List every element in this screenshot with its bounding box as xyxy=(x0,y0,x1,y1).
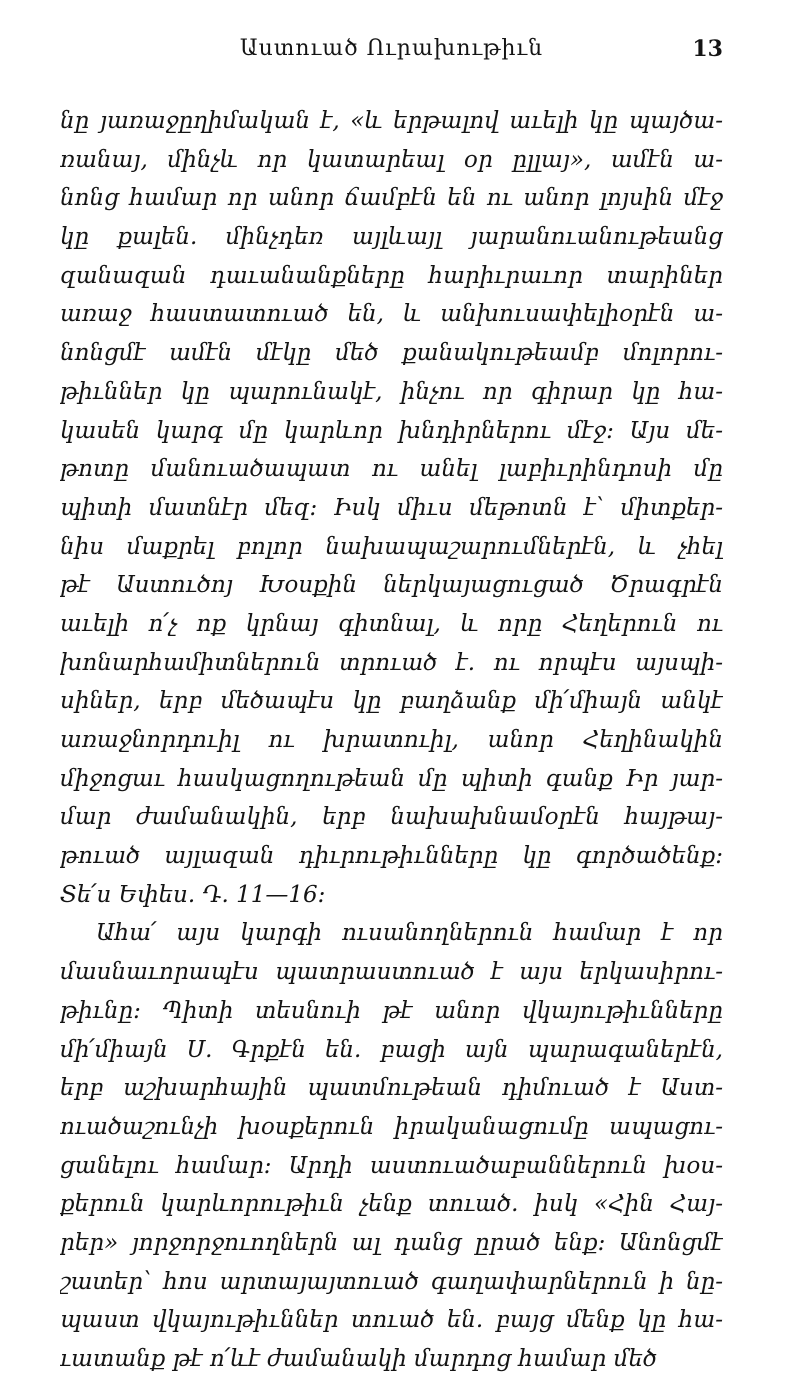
text-line: աւելի ո՛չ ոք կրնայ գիտնալ, և որը Հեղերուն ու xyxy=(60,610,723,637)
text-line: թէ Աստուծոյ Խօսքին ներկայացուցած Ծրագրէն xyxy=(60,572,723,599)
text-line: առաջ հաստատուած են, և անխուսափելիօրէն ա- xyxy=(60,301,723,328)
text-line: զանազան դաւանանքները հարիւրաւոր տարիներ xyxy=(60,262,723,289)
text-line: Տե՛ս Եփես. Դ. 11—16: xyxy=(60,881,326,908)
running-head xyxy=(60,36,723,70)
text-line: պիտի մատնէր մեզ: Իսկ միւս մեթոտն է՝ միտքեր- xyxy=(60,494,723,521)
text-line: քերուն կարևորութիւն չենք տուած. իսկ «Հին Հայ- xyxy=(60,1191,723,1218)
text-line: թիւնը: Պիտի տեսնուի թէ անոր վկայութիւնները xyxy=(60,997,723,1024)
text-line: նիս մաքրել բոլոր նախապաշարումներէն, և չհել xyxy=(60,533,723,560)
paragraph xyxy=(60,102,723,914)
page-number: 13 xyxy=(692,36,723,62)
text-line: շատեր՝ հոս արտայայտուած գաղափարներուն ի նը- xyxy=(60,1268,723,1295)
text-line: խոնարհամիտներուն տրուած է. ու որպէս այսպի- xyxy=(60,649,723,676)
text-line: Ահա՛ այս կարգի ուսանողներուն համար է որ xyxy=(96,920,723,947)
text-line: ւատանք թէ ո՛ևէ ժամանակի մարդոց համար մեծ xyxy=(60,1346,658,1372)
text-line: պաստ վկայութիւններ տուած են. բայց մենք կը հա- xyxy=(60,1307,723,1334)
text-line: ռանայ, մինչև որ կատարեալ օր ըլլայ», ամէն ա- xyxy=(60,146,723,173)
text-line: թոտը մանուածապատ ու անել լաբիւրինդոսի մը xyxy=(60,456,723,483)
text-line: նոնց համար որ անոր ճամբէն են ու անոր լոյսին մէջ xyxy=(60,185,723,212)
text-line: միջոցաւ հասկացողութեան մը պիտի գանք Իր յար- xyxy=(60,765,723,792)
text-line: նոնցմէ ամէն մէկը մեծ քանակութեամբ մոլորու- xyxy=(60,340,723,367)
text-line: թուած այլազան դիւրութիւնները կը գործածենք: xyxy=(60,843,723,870)
text-line: երբ աշխարհային պատմութեան դիմուած է Աստ- xyxy=(60,1075,723,1102)
text-line: առաջնորդուիլ ու խրատուիլ, անոր Հեղինակին xyxy=(60,727,723,753)
text-line: սիներ, երբ մեծապէս կը բաղձանք մի՛միայն անկէ xyxy=(60,688,723,715)
text-line: թիւններ կը պարունակէ, ինչու որ գիրար կը հա- xyxy=(60,378,723,405)
text-line: ցանելու համար: Արդի աստուածաբաններուն խօս- xyxy=(60,1152,723,1179)
text-line: րեր» յորջորջուողներն ալ դանց ըրած ենք: Անոնցմէ xyxy=(60,1229,723,1256)
text-line: մասնաւորապէս պատրաստուած է այս երկասիրու- xyxy=(60,959,723,986)
paragraph xyxy=(60,914,723,1378)
text-line: կասեն կարգ մը կարևոր խնդիրներու մէջ: Այս մե- xyxy=(60,417,723,444)
text-line: կը քալեն. մինչդեռ այլևայլ յարանուանութեանց xyxy=(60,224,723,251)
text-line: մար ժամանակին, երբ նախախնամօրէն հայթայ- xyxy=(60,804,723,831)
text-line: մի՛միայն Ս. Գրքէն են. բացի այն պարագաներէն, xyxy=(60,1036,723,1063)
text-line: ուածաշունչի խօսքերուն իրականացումը ապացու- xyxy=(60,1113,723,1140)
running-title: Աստուած Ուրախութիւն xyxy=(239,36,544,61)
body-text xyxy=(60,102,723,1379)
text-line: նը յառաջըղիմական է, «և երթալով աւելի կը պայծա- xyxy=(60,108,723,134)
